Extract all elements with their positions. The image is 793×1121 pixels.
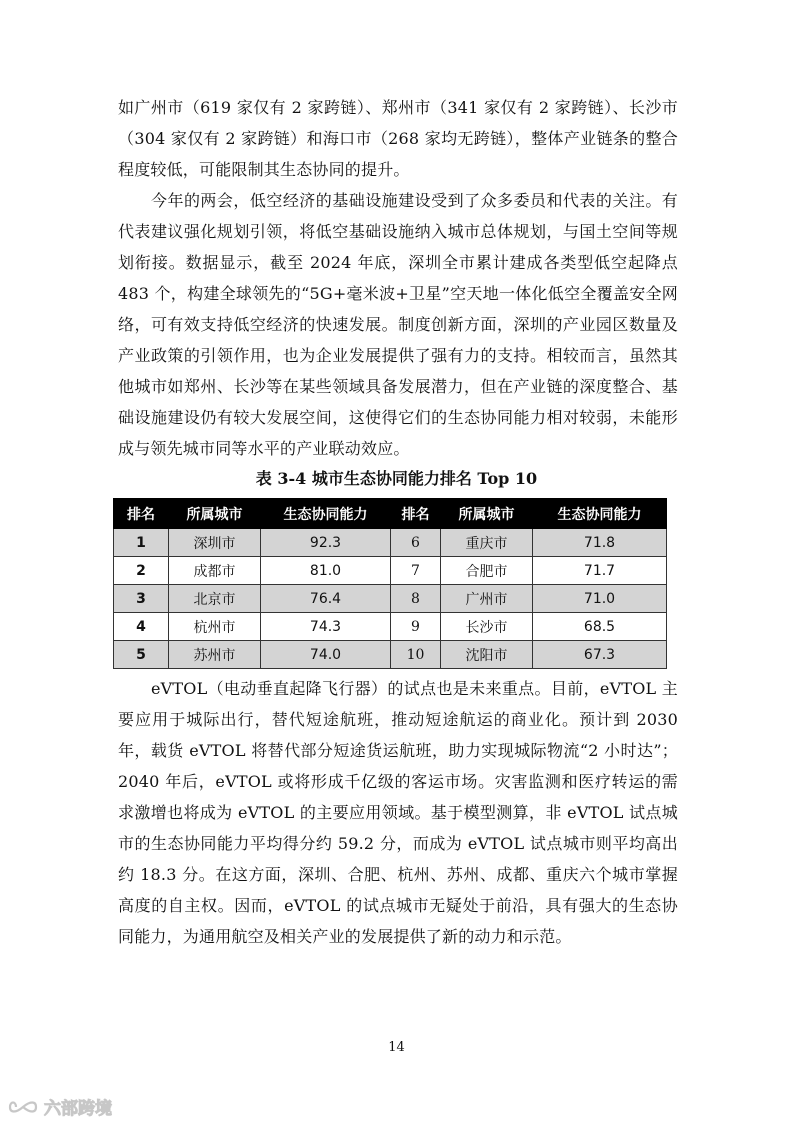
score-cell: 67.3 bbox=[533, 641, 667, 669]
rank-cell: 8 bbox=[391, 585, 441, 613]
score-cell: 81.0 bbox=[261, 557, 391, 585]
header-rank: 排名 bbox=[114, 499, 169, 529]
rank-cell: 10 bbox=[391, 641, 441, 669]
paragraph-1: 如广州市（619 家仅有 2 家跨链）、郑州市（341 家仅有 2 家跨链）、长沙市（304 家仅有 2 家跨链）和海口市（268 家均无跨链），整体产业链条的整合程度较低，可能限制其生态协同的提升。 bbox=[118, 98, 678, 179]
table-row bbox=[114, 529, 667, 557]
city-cell: 重庆市 bbox=[441, 529, 533, 557]
rank-cell: 9 bbox=[391, 613, 441, 641]
city-cell: 广州市 bbox=[441, 585, 533, 613]
rank-cell: 2 bbox=[114, 557, 169, 585]
score-cell: 71.0 bbox=[533, 585, 667, 613]
city-cell: 长沙市 bbox=[441, 613, 533, 641]
score-cell: 76.4 bbox=[261, 585, 391, 613]
rank-cell: 5 bbox=[114, 641, 169, 669]
table-row bbox=[114, 613, 667, 641]
score-cell: 68.5 bbox=[533, 613, 667, 641]
table-row bbox=[114, 557, 667, 585]
score-cell: 71.7 bbox=[533, 557, 667, 585]
rank-cell: 4 bbox=[114, 613, 169, 641]
rank-cell: 7 bbox=[391, 557, 441, 585]
table-row bbox=[114, 585, 667, 613]
city-cell: 深圳市 bbox=[169, 529, 261, 557]
city-cell: 合肥市 bbox=[441, 557, 533, 585]
rank-cell: 1 bbox=[114, 529, 169, 557]
table-title: 表 3-4 城市生态协同能力排名 Top 10 bbox=[255, 469, 538, 488]
watermark-text: 六部跨境 bbox=[44, 1099, 112, 1119]
header-city: 所属城市 bbox=[441, 499, 533, 529]
rank-cell: 6 bbox=[391, 529, 441, 557]
header-score: 生态协同能力 bbox=[261, 499, 391, 529]
score-cell: 74.3 bbox=[261, 613, 391, 641]
page-number: 14 bbox=[388, 1040, 405, 1055]
watermark bbox=[8, 1094, 112, 1119]
infinity-logo-icon bbox=[8, 1097, 38, 1117]
city-cell: 杭州市 bbox=[169, 613, 261, 641]
rank-cell: 3 bbox=[114, 585, 169, 613]
score-cell: 71.8 bbox=[533, 529, 667, 557]
city-cell: 沈阳市 bbox=[441, 641, 533, 669]
paragraph-2: 今年的两会，低空经济的基础设施建设受到了众多委员和代表的关注。有代表建议强化规划引领，将低空基础设施纳入城市总体规划，与国土空间等规划衔接。数据显示，截至 2024 年底，深圳全市累计建成各类型低空起降点 483 个，构建全球领先的“5G+毫米波+卫星”空天地一体化低空全覆盖安全网络，可有效支持低空经济的快速发展。制度创新方面，深圳的产业园区数量及产业政策的引领作用，也为企业发展提供了强有力的支持。相较而言，虽然其他城市如郑州、长沙等在某些领域具备发展潜力，但在产业链的深度整合、基础设施建设仍有较大发展空间，这使得它们的生态协同能力相对较弱，未能形成与领先城市同等水平的产业联动效应。 bbox=[118, 191, 678, 458]
header-city: 所属城市 bbox=[169, 499, 261, 529]
city-cell: 苏州市 bbox=[169, 641, 261, 669]
city-cell: 北京市 bbox=[169, 585, 261, 613]
city-cell: 成都市 bbox=[169, 557, 261, 585]
paragraph-3: eVTOL（电动垂直起降飞行器）的试点也是未来重点。目前，eVTOL 主要应用于城际出行，替代短途航班，推动短途航运的商业化。预计到 2030 年，载货 eVTOL 将替代部分短途货运航班，助力实现城际物流“2 小时达”；2040 年后，eVTOL 或将形成千亿级的客运市场。灾害监测和医疗转运的需求激增也将成为 eVTOL 的主要应用领域。基于模型测算，非 eVTOL 试点城市的生态协同能力平均得分约 59.2 分，而成为 eVTOL 试点城市则平均高出约 18.3 分。在这方面，深圳、合肥、杭州、苏州、成都、重庆六个城市掌握高度的自主权。因而，eVTOL 的试点城市无疑处于前沿，具有强大的生态协同能力，为通用航空及相关产业的发展提供了新的动力和示范。 bbox=[118, 679, 678, 946]
score-cell: 92.3 bbox=[261, 529, 391, 557]
table-row bbox=[114, 641, 667, 669]
score-cell: 74.0 bbox=[261, 641, 391, 669]
city-ranking-table bbox=[113, 498, 667, 669]
table-header-row bbox=[114, 499, 667, 529]
header-score: 生态协同能力 bbox=[533, 499, 667, 529]
header-rank: 排名 bbox=[391, 499, 441, 529]
